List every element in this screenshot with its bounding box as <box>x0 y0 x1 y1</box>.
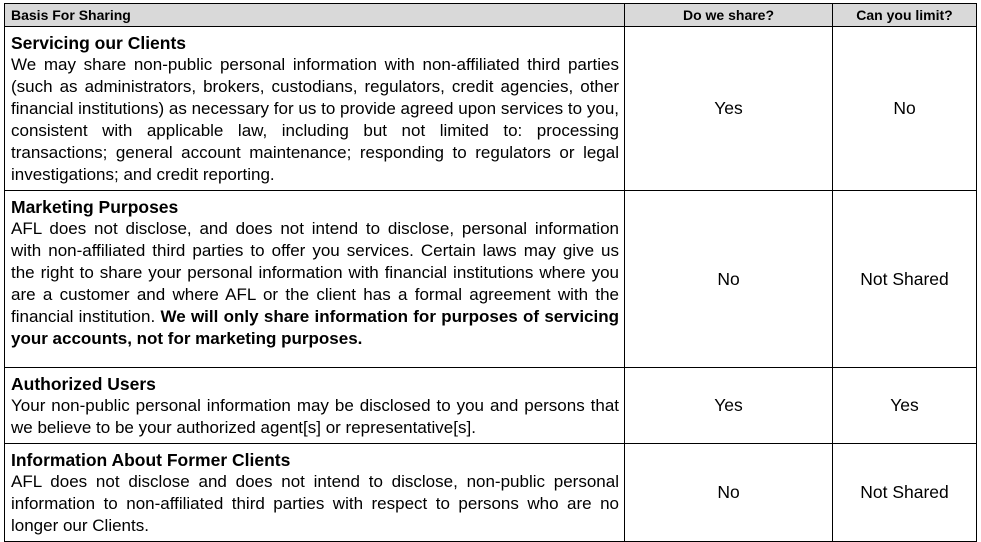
row-title: Servicing our Clients <box>11 33 187 53</box>
can-you-limit-value: Not Shared <box>833 444 977 542</box>
table-row <box>5 444 977 542</box>
can-you-limit-value: Yes <box>833 368 977 444</box>
row-description <box>5 444 625 542</box>
table-header-row <box>5 4 977 27</box>
sharing-table <box>4 3 977 542</box>
row-text: AFL does not disclose and does not intend to disclose, non-public personal information to non-affiliated third parties with respect to persons who are no longer our Clients. <box>11 472 619 535</box>
header-do-we-share: Do we share? <box>625 4 833 27</box>
table-row <box>5 191 977 368</box>
header-basis: Basis For Sharing <box>5 4 625 27</box>
table-row <box>5 368 977 444</box>
row-text: We may share non-public personal information with non-affiliated third parties (such as administrators, brokers, custodians, regulators, credit agencies, other financial institutions) as necessary for us to provide agreed upon services to you, consistent with applicable law, including but not limited to: processing transactions; general account maintenance; responding to regulators or legal investigations; and credit reporting. <box>11 55 619 184</box>
can-you-limit-value: Not Shared <box>833 191 977 368</box>
row-description <box>5 368 625 444</box>
do-we-share-value: No <box>625 444 833 542</box>
row-description <box>5 27 625 191</box>
row-description <box>5 191 625 368</box>
row-text-bold: We will only share information for purposes of servicing your accounts, not for marketing purposes. <box>11 307 619 348</box>
do-we-share-value: Yes <box>625 368 833 444</box>
do-we-share-value: No <box>625 191 833 368</box>
do-we-share-value: Yes <box>625 27 833 191</box>
row-title: Authorized Users <box>11 374 156 394</box>
table-row <box>5 27 977 191</box>
row-title: Information About Former Clients <box>11 450 291 470</box>
header-can-you-limit: Can you limit? <box>833 4 977 27</box>
row-title: Marketing Purposes <box>11 197 179 217</box>
row-text: AFL does not disclose, and does not intend to disclose, personal information with non-affiliated third parties to offer you services. Certain laws may give us the right to share your personal information with financial institutions where you are a customer and where AFL or the client has a formal agreement with the financial institution. <box>11 219 619 326</box>
can-you-limit-value: No <box>833 27 977 191</box>
row-text-block <box>11 218 619 350</box>
row-text: Your non-public personal information may be disclosed to you and persons that we believe to be your authorized agent[s] or representative[s]. <box>11 396 619 437</box>
